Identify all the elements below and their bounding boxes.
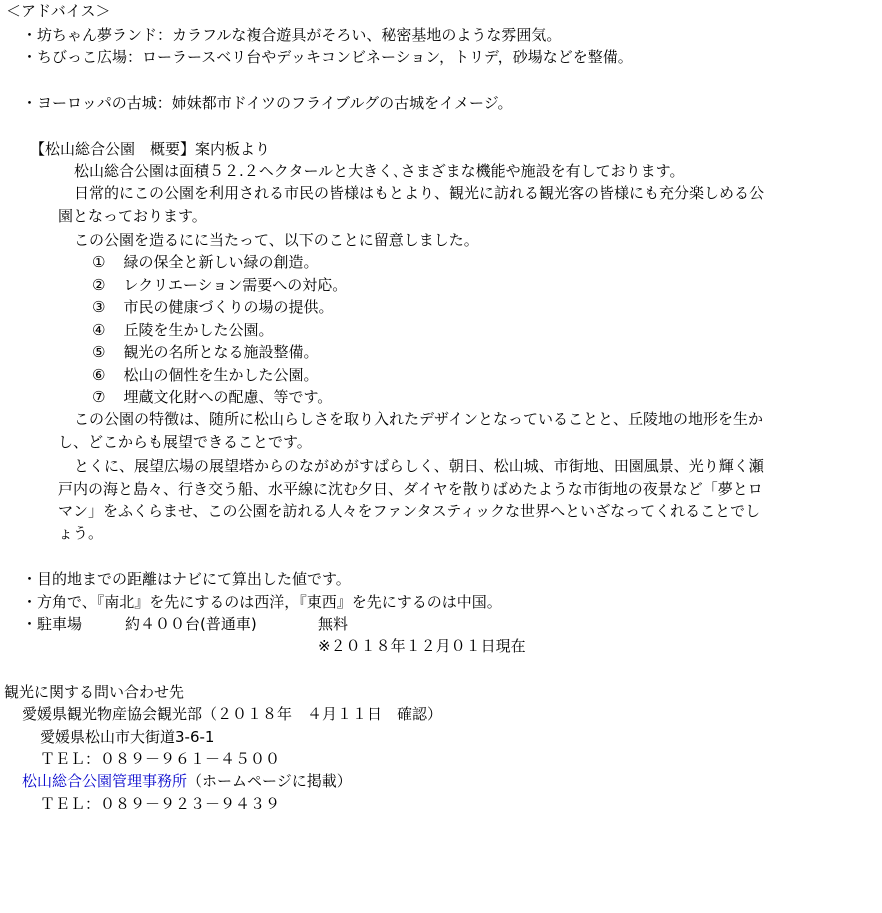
contact-org-1: 愛媛県観光物産協会観光部（２０１８年 ４月１１日 確認） <box>22 705 443 723</box>
park-office-link[interactable]: 松山総合公園管理事務所 <box>22 772 188 790</box>
overview-paragraph: 日常的にこの公園を利用される市民の皆様はもとより、観光に訪れる観光客の皆様にも充分楽しめる公 <box>74 184 765 202</box>
as-of-date: ※２０１８年１２月０１日現在 <box>318 637 526 655</box>
guideline-number: ② <box>92 276 106 294</box>
guideline-number: ④ <box>92 321 106 339</box>
guideline-text: 埋蔵文化財への配慮、等です。 <box>123 388 333 406</box>
parking-label: ・駐車場 <box>22 615 83 633</box>
guideline-item <box>92 251 318 273</box>
contact-org-2 <box>22 770 352 792</box>
contact-org-2-note: （ホームページに掲載） <box>187 772 352 790</box>
advice-item: ・ちびっこ広場：ローラースベリ台やデッキコンビネーション，トリデ，砂場などを整備。 <box>22 48 633 66</box>
contact-tel-2: ＴＥＬ：０８９－９２３－９４３９ <box>40 795 281 813</box>
guideline-text: レクリエーション需要への対応。 <box>123 276 348 294</box>
contact-tel-1: ＴＥＬ：０８９－９６１－４５００ <box>40 750 281 768</box>
guideline-text: 松山の個性を生かした公園。 <box>123 366 319 384</box>
guideline-item <box>92 386 332 408</box>
guideline-text: 丘陵を生かした公園。 <box>123 321 274 339</box>
guideline-number: ⑤ <box>92 343 106 361</box>
overview-paragraph: ょう。 <box>58 524 104 542</box>
contact-heading: 観光に関する問い合わせ先 <box>4 683 185 701</box>
overview-paragraph: とくに、展望広場の展望塔からのながめがすばらしく、朝日、松山城、市街地、田園風景、光り輝く瀬 <box>74 457 764 475</box>
guideline-number: ⑦ <box>92 388 106 406</box>
contact-address-1: 愛媛県松山市大街道3-6-1 <box>40 728 215 746</box>
advice-item: ・坊ちゃん夢ランド：カラフルな複合遊具がそろい、秘密基地のような雰囲気。 <box>22 26 562 44</box>
overview-heading: 【松山総合公園 概要】案内板より <box>30 140 271 158</box>
guideline-text: 市民の健康づくりの場の提供。 <box>123 298 334 316</box>
guideline-item <box>92 274 347 296</box>
overview-paragraph: 戸内の海と島々、行き交う船、水平線に沈む夕日、ダイヤを散りばめたような市街地の夜景など「夢とロ <box>58 480 763 498</box>
guideline-number: ③ <box>92 298 106 316</box>
guideline-item <box>92 319 273 341</box>
parking-count: 約４００台(普通車) <box>125 615 257 633</box>
guideline-item <box>92 341 318 363</box>
overview-paragraph: 松山総合公園は面積５２.２ヘクタールと大きく､さまざまな機能や施設を有しております。 <box>74 162 685 180</box>
overview-paragraph: 園となっております。 <box>58 207 207 225</box>
note-direction: ・方角で、『南北』を先にするのは西洋，『東西』を先にするのは中国。 <box>22 593 502 611</box>
overview-paragraph: マン」をふくらませ、この公園を訪れる人々をファンタスティックな世界へといざなってくれることでし <box>58 502 761 520</box>
guideline-text: 観光の名所となる施設整備。 <box>123 343 319 361</box>
guideline-text: 緑の保全と新しい緑の創造。 <box>123 253 319 271</box>
note-distance: ・目的地までの距離はナビにて算出した値です。 <box>22 570 351 588</box>
guideline-item <box>92 364 318 386</box>
overview-paragraph: この公園の特徴は、随所に松山らしさを取り入れたデザインとなっていることと、丘陵地の地形を生か <box>74 410 763 428</box>
guideline-number: ① <box>92 253 106 271</box>
guideline-item <box>92 296 333 318</box>
advice-item: ・ヨーロッパの古城：姉妹都市ドイツのフライブルグの古城をイメージ。 <box>22 94 513 112</box>
overview-paragraph: し、どこからも展望できることです。 <box>58 433 312 451</box>
parking-fee: 無料 <box>318 615 349 633</box>
overview-paragraph: この公園を造るにに当たって、以下のことに留意しました。 <box>74 231 479 249</box>
guideline-number: ⑥ <box>92 366 106 384</box>
advice-heading: ＜アドバイス＞ <box>6 2 111 20</box>
